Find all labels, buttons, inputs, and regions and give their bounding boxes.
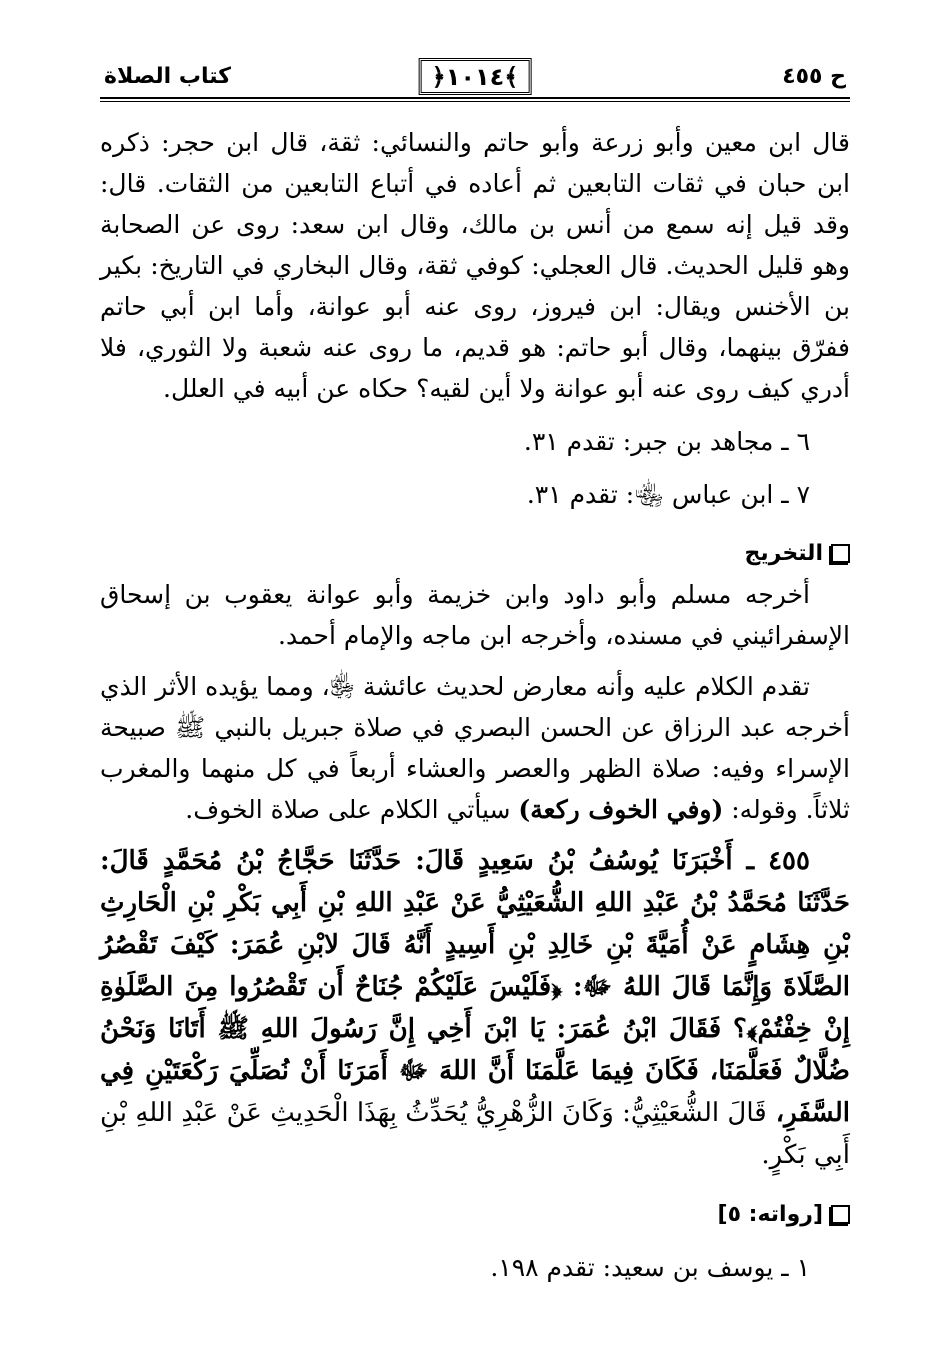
commentary-text-a: تقدم الكلام عليه وأنه معارض لحديث عائشة ﵂، ومما يؤيده الأثر الذي أخرجه عبد الرزاق عن الحسن البصري في صلاة جبريل بالنبي ﷺ صبيحة الإسراء وفيه: صلاة الظهر والعصر والعشاء أربعاً في كل منهما والمغرب ثلاثاً. وقوله:: [100, 672, 850, 824]
narrator-item-7: ٧ ـ ابن عباس ﵄: تقدم ٣١.: [526, 480, 810, 509]
section-heading-label: التخريج: [744, 541, 823, 566]
narrator-item-6: ٦ ـ مجاهد بن جبر: تقدم ٣١.: [523, 427, 810, 456]
commentary-text-b: سيأتي الكلام على صلاة الخوف.: [185, 795, 519, 824]
section-heading-ruwat: [100, 1194, 850, 1235]
hadith-main: ٤٥٥ ـ أَخْبَرَنَا يُوسُفُ بْنُ سَعِيدٍ قَالَ: حَدَّثَنَا حَجَّاجُ بْنُ مُحَمَّدٍ قَالَ: حَدَّثَنَا مُحَمَّدُ بْنُ عَبْدِ اللهِ الشُّعَيْثِيُّ عَنْ عَبْدِ اللهِ بْنِ أَبِي بَكْرِ بْنِ الْحَارِثِ بْنِ هِشَامٍ عَنْ أُمَيَّةَ بْنِ خَالِدِ بْنِ أَسِيدٍ أَنَّهُ قَالَ لابْنِ عُمَرَ: كَيْفَ تَقْصُرُ الصَّلَاةَ وَإِنَّمَا قَالَ اللهُ ﷻ: ﴿فَلَيْسَ عَلَيْكُمْ جُنَاحٌ أَن تَقْصُرُوا مِنَ الصَّلَوٰةِ إِنْ خِفْتُمْ﴾؟ فَقَالَ ابْنُ عُمَرَ: يَا ابْنَ أَخِي إِنَّ رَسُولَ اللهِ ﷺ أَتَانَا وَنَحْنُ ضُلَّالٌ فَعَلَّمَنَا، فَكَانَ فِيمَا عَلَّمَنَا أَنَّ اللهَ ﷻ أَمَرَنَا أَنْ نُصَلِّيَ رَكْعَتَيْنِ فِي السَّفَرِ،: [100, 846, 851, 1128]
hadith-text: [100, 840, 850, 1176]
page-number: ﴾١٠١٤﴿: [419, 58, 532, 95]
hadith-number-header: ح ٤٥٥: [782, 64, 846, 89]
takhrij-paragraph: أخرجه مسلم وأبو داود وابن خزيمة وأبو عوانة يعقوب بن إسحاق الإسفرائيني في مسنده، وأخرجه ابن ماجه والإمام أحمد.: [100, 580, 850, 650]
narrator-item-1: ١ ـ يوسف بن سعيد: تقدم ١٩٨.: [490, 1253, 810, 1282]
section-heading-takhrij: [100, 533, 850, 574]
hadith-tail: قَالَ الشُّعَيْثِيُّ: وَكَانَ الزُّهْرِيُّ يُحَدِّثُ بِهَذَا الْحَدِيثِ عَنْ عَبْدِ اللهِ بْنِ أَبِي بَكْرٍ.: [100, 1098, 850, 1170]
section-heading-label: [رواته: ٥]: [717, 1202, 823, 1227]
checkbox-square-icon: [831, 544, 850, 563]
header-rule: [100, 97, 850, 102]
commentary-quote: (وفي الخوف ركعة): [518, 795, 724, 824]
book-title: كتاب الصلاة: [104, 64, 231, 89]
commentary-paragraph: [100, 666, 850, 830]
checkbox-square-icon: [831, 1205, 850, 1224]
narrator-biography-paragraph: قال ابن معين وأبو زرعة وأبو حاتم والنسائي: ثقة، قال ابن حجر: ذكره ابن حبان في ثقات التابعين ثم أعاده في أتباع التابعين من الثقات. قال: وقد قيل إنه سمع من أنس بن مالك، وقال ابن سعد: روى عن الصحابة وهو قليل الحديث. قال العجلي: كوفي ثقة، وقال البخاري في التاريخ: بكير بن الأخنس ويقال: ابن فيروز، روى عنه أبو عوانة، وأما ابن أبي حاتم ففرّق بينهما، وقال أبو حاتم: هو قديم، ما روى عنه شعبة ولا الثوري، فلا أدري كيف روى عنه أبو عوانة ولا أين لقيه؟ حكاه عن أبيه في العلل.: [100, 128, 850, 403]
running-header: [100, 58, 850, 100]
main-text: [100, 122, 850, 1288]
